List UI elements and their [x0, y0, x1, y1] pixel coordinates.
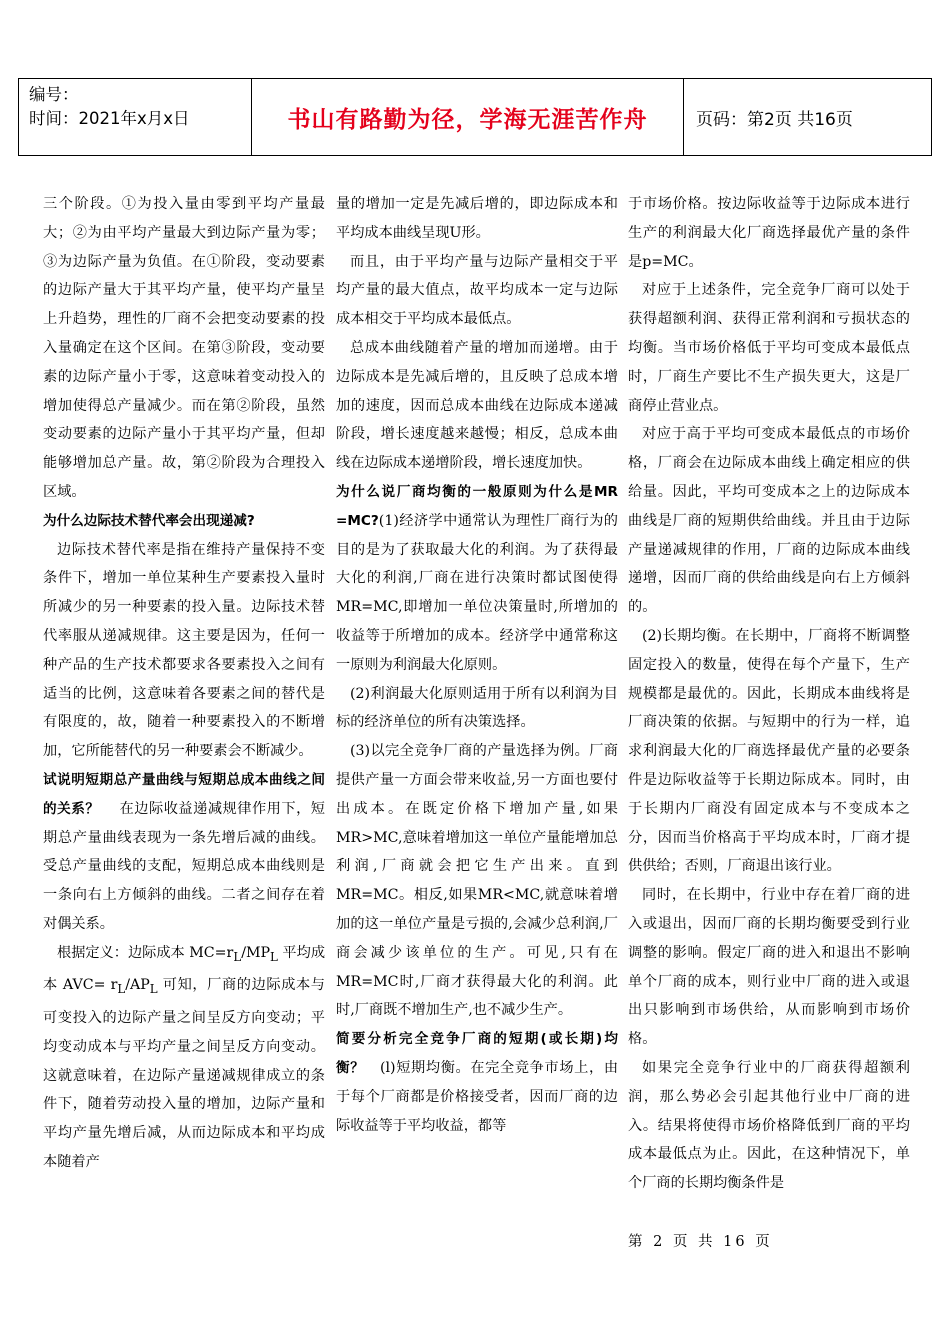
paragraph-text: 可知，厂商的边际成本与可变投入的边际产量之间呈反方向变动；平均变动成本与平均产量之间呈反方向变动。这就意味着，在边际产量递减规律成立的条件下，随着劳动投入量的增加，边际产量和平均产量先增后减，从而边际成本和平均成本随着产	[43, 977, 325, 1170]
paragraph: (2)利润最大化原则适用于所有以利润为目标的经济单位的所有决策选择。	[336, 685, 618, 731]
question-heading: 简要分析完全竞争厂商的短期(或长期)均衡？	[336, 1031, 618, 1076]
paragraph: 边际技术替代率是指在维持产量保持不变条件下，增加一单位某种生产要素投入量时所减少的另一种要素的投入量。边际技术替代率服从递减规律。这主要是因为，任何一种产品的生产技术都要求各要素投入之间有适当的比例，这意味着各要素之间的替代是有限度的，故，随着一种要素投入的不断增加，它所能替代的另一种要素会不断减少。	[43, 541, 325, 760]
column-2	[336, 190, 618, 1140]
header-meta-cell	[19, 79, 252, 155]
paragraph: 三个阶段。①为投入量由零到平均产量最大；②为由平均产量最大到边际产量为零；③为边际产量为负值。在①阶段，变动要素的边际产量大于其平均产量，使平均产量呈上升趋势，理性的厂商不会把变动要素的投入量确定在这个区间。在第③阶段，变动要素的边际产量小于零，这意味着变动投入的增加使得总产量减少。而在第②阶段，虽然变动要素的边际产量小于其平均产量，但却能够增加总产量。故，第②阶段为合理投入区域。	[43, 196, 325, 500]
paragraph	[336, 478, 618, 680]
paragraph: 量的增加一定是先减后增的，即边际成本和平均成本曲线呈现U形。	[336, 196, 618, 241]
subscript: L	[233, 949, 242, 964]
formula-text: 根据定义：边际成本 MC=r	[57, 944, 234, 961]
paragraph: 同时，在长期中，行业中存在着厂商的进入或退出，因而厂商的长期均衡要受到行业调整的影响。假定厂商的进入和退出不影响单个厂商的成本，则行业中厂商的进入或退出只影响到市场供给，从而影响到市场价格。	[628, 887, 910, 1048]
paragraph-text: (l)短期均衡。在完全竞争市场上，由于每个厂商都是价格接受者，因而厂商的边际收益等于平均收益，都等	[336, 1059, 619, 1134]
paragraph: (3)以完全竞争厂商的产量选择为例。厂商提供产量一方面会带来收益,另一方面也要付出成本。在既定价格下增加产量,如果MR>MC,意味着增加这一单位产量能增加总利润,厂商就会把它生产出来。直到MR=MC。相反,如果MR<MC,就意味着增加的这一单位产量是亏损的,会减少总利润,厂商会减少该单位的生产。可见,只有在MR=MC时,厂商才获得最大化的利润。此时,厂商既不增加生产,也不减少生产。	[336, 743, 618, 1019]
question-heading: 为什么说厂商均衡的一般原则为什么是MR =MC?	[336, 483, 618, 529]
subscript: L	[117, 982, 126, 997]
paragraph: 对应于上述条件，完全竞争厂商可以处于获得超额利润、获得正常利润和亏损状态的均衡。当市场价格低于平均可变成本最低点时，厂商生产要比不生产损失更大，这是厂商停止营业点。	[628, 282, 910, 414]
paragraph: 于市场价格。按边际收益等于边际成本进行生产的利润最大化厂商选择最优产量的条件是p=MC。	[628, 196, 910, 270]
header-motto-cell	[252, 79, 684, 155]
formula-text: /MP	[241, 944, 271, 961]
paragraph	[336, 1025, 618, 1140]
formula-text: 平均成本 AVC= r	[43, 944, 326, 994]
page-label: 页码：第2页 共16页	[696, 109, 853, 130]
paragraph-text: (1)经济学中通常认为理性厂商行为的目的是为了获取最大化的利润。为了获得最大化的利润,厂商在进行决策时都试图使得MR=MC,即增加一单位决策量时,所增加的收益等于所增加的成本。经济学中通常称这一原则为利润最大化原则。	[336, 512, 618, 673]
subscript: L	[149, 982, 158, 997]
paragraph: 对应于高于平均可变成本最低点的市场价格，厂商会在边际成本曲线上确定相应的供给量。因此，平均可变成本之上的边际成本曲线是厂商的短期供给曲线。并且由于边际产量递减规律的作用，厂商的边际成本曲线递增，因而厂商的供给曲线是向右上方倾斜的。	[628, 426, 910, 616]
number-label: 编号：	[29, 85, 79, 104]
paragraph: 如果完全竞争行业中的厂商获得超额利润，那么势必会引起其他行业中厂商的进入。结果将使得市场价格降低到厂商的平均成本最低点为止。因此，在这种情况下，单个厂商的长期均衡条件是	[628, 1059, 910, 1192]
motto-text: 书山有路勤为径，学海无涯苦作舟	[287, 106, 648, 133]
paragraph	[43, 766, 325, 939]
paragraph: 而且，由于平均产量与边际产量相交于平均产量的最大值点，故平均成本一定与边际成本相交于平均成本最低点。	[336, 253, 618, 328]
paragraph-text: 在边际收益递减规律作用下，短期总产量曲线表现为一条先增后减的曲线。受总产量曲线的支配，短期总成本曲线则是一条向右上方倾斜的曲线。二者之间存在着对偶关系。	[43, 800, 325, 932]
time-label: 时间：2021年x月x日	[29, 109, 190, 128]
question-heading: 为什么边际技术替代率会出现递减?	[43, 512, 255, 529]
page-header	[18, 78, 932, 156]
paragraph-formula	[43, 939, 325, 1177]
column-3	[628, 190, 910, 1198]
page-footer: 第 2 页 共 16 页	[628, 1234, 773, 1250]
subscript: L	[270, 949, 278, 964]
paragraph: 总成本曲线随着产量的增加而递增。由于边际成本是先减后增的，且反映了总成本增加的速度，因而总成本曲线在边际成本递减阶段，增长速度越来越慢；相反，总成本曲线在边际成本递增阶段，增长速度加快。	[336, 339, 618, 472]
question-heading: 试说明短期总产量曲线与短期总成本曲线之间的关系？	[43, 771, 325, 817]
column-1	[43, 190, 325, 1177]
header-page-cell	[684, 79, 931, 155]
paragraph: (2)长期均衡。在长期中，厂商将不断调整固定投入的数量，使得在每个产量下，生产规模都是最优的。因此，长期成本曲线将是厂商决策的依据。与短期中的行为一样，追求利润最大化的厂商选择最优产量的必要条件是边际收益等于长期边际成本。同时，由于长期内厂商没有固定成本与不变成本之分，因而当价格高于平均成本时，厂商才提供供给；否则，厂商退出该行业。	[628, 627, 910, 875]
formula-text: /AP	[125, 977, 150, 994]
